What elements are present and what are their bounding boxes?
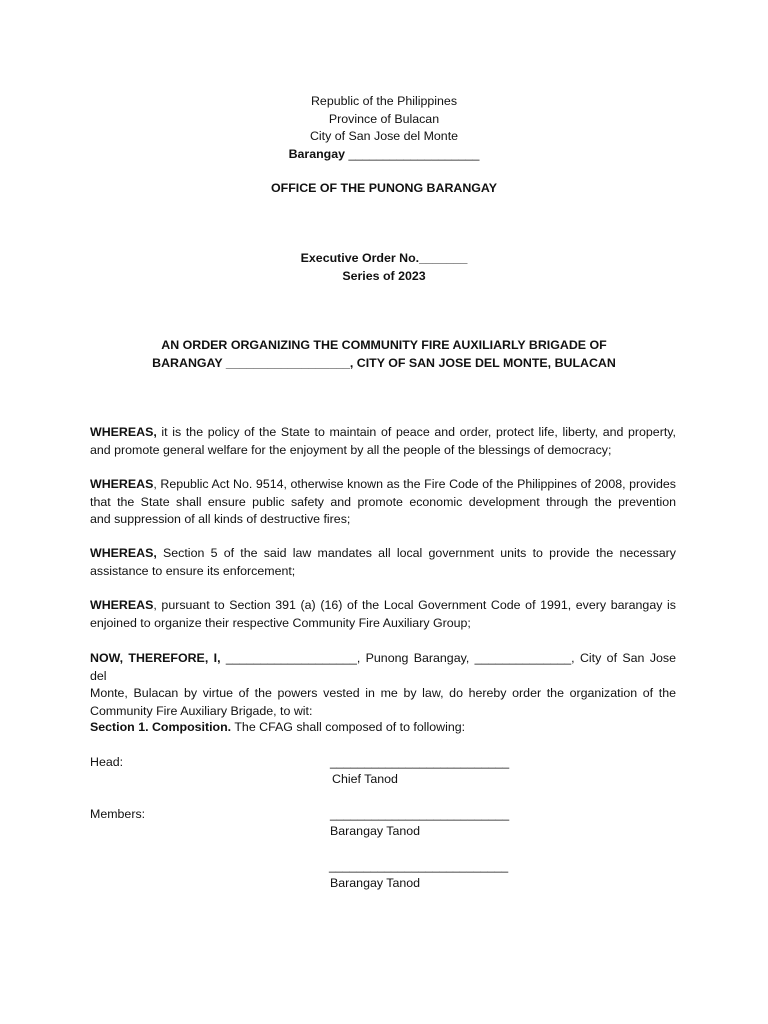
barangay-tanod-label: Barangay Tanod xyxy=(330,824,421,838)
city-line: City of San Jose del Monte xyxy=(309,129,459,143)
barangay-blank: ___________________ xyxy=(348,146,480,161)
whereas-paragraph: WHEREAS, Republic Act No. 9514, otherwise known as the Fire Code of the Philippines of 2008, provides that the State shall ensure public safety and promote economic development through the prevention and suppression of all kinds of destructive fires; xyxy=(90,477,676,526)
barangay-label: Barangay xyxy=(288,146,346,161)
barangay-line xyxy=(0,146,768,164)
member-signature-line: __________________________ xyxy=(329,859,509,873)
whereas-lead: WHEREAS, xyxy=(90,425,157,439)
executive-order-number: Executive Order No._______ xyxy=(300,251,468,265)
office-heading: OFFICE OF THE PUNONG BARANGAY xyxy=(270,181,498,195)
province-line: Province of Bulacan xyxy=(328,111,440,126)
order-title-line1: AN ORDER ORGANIZING THE COMMUNITY FIRE AUXILIARLY BRIGADE OF xyxy=(161,338,607,352)
whereas-lead: WHEREAS xyxy=(90,477,154,491)
section-1-heading: Section 1. Composition. xyxy=(90,720,232,734)
section-1-paragraph xyxy=(90,719,676,737)
head-label: Head: xyxy=(90,755,124,769)
chief-tanod-label: Chief Tanod xyxy=(332,772,398,786)
executive-order-block xyxy=(0,250,768,285)
whereas-lead: WHEREAS, xyxy=(90,546,157,560)
member-signature-line: __________________________ xyxy=(330,807,510,821)
whereas-paragraph: WHEREAS, it is the policy of the State to maintain of peace and order, protect life, liberty, and property, and promote general welfare for the enjoyment by all the people of the blessings of democracy; xyxy=(90,425,676,457)
head-signature-line: __________________________ xyxy=(330,755,510,769)
members-label: Members: xyxy=(90,807,146,821)
whereas-paragraph: WHEREAS, pursuant to Section 391 (a) (16) of the Local Government Code of 1991, every barangay is enjoined to organize their respective Community Fire Auxiliary Group; xyxy=(90,598,676,630)
republic-line: Republic of the Philippines xyxy=(310,94,458,108)
now-therefore-lead: NOW, THEREFORE, I, xyxy=(90,651,221,665)
order-title xyxy=(0,337,768,372)
executive-order-series: Series of 2023 xyxy=(342,268,426,283)
letterhead xyxy=(0,93,768,163)
whereas-paragraph: WHEREAS, Section 5 of the said law mandates all local government units to provide the necessary assistance to ensure its enforcement; xyxy=(90,546,676,578)
barangay-tanod-label: Barangay Tanod xyxy=(330,876,421,890)
section-1-text: The CFAG shall composed of to following: xyxy=(231,720,466,734)
whereas-lead: WHEREAS xyxy=(90,598,154,612)
order-title-line2: BARANGAY __________________, CITY OF SAN JOSE DEL MONTE, BULACAN xyxy=(152,355,616,370)
now-therefore-paragraph: NOW, THEREFORE, I, ___________________, Punong Barangay, ______________, City of San Jose del Monte, Bulacan by virtue of the powers vested in me by law, do hereby order the organization of the Community Fire Auxiliary Brigade, to wit: xyxy=(90,651,676,718)
